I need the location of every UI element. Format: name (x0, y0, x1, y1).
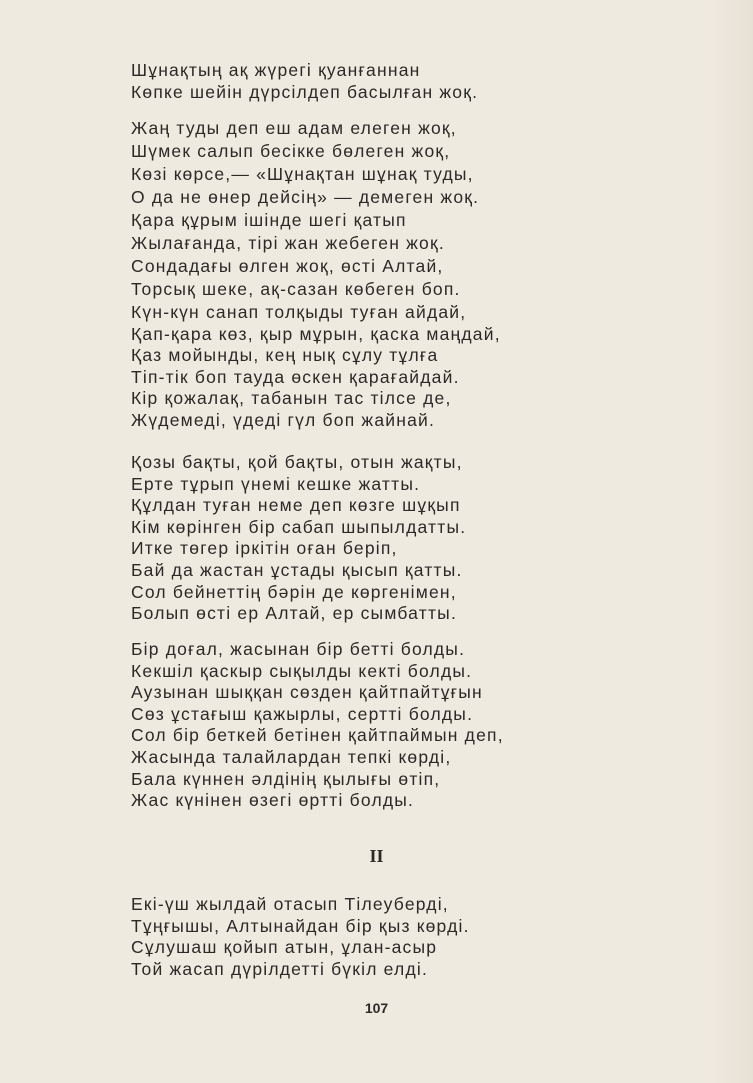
stanza-4 (131, 452, 466, 625)
verse-line: Күн-күн санап толқыды туған айдай, (131, 302, 467, 322)
verse-line: Жаң туды деп еш адам елеген жоқ, (131, 118, 457, 138)
verse-line: Аузынан шыққан сөзден қайтпайтұғын (131, 682, 483, 703)
page-edge-shadow (713, 0, 753, 1083)
verse-line: Кір қожалақ, табанын тас тілсе де, (131, 388, 452, 409)
verse-line: Сол бейнеттің бәрін де көргенімен, (131, 581, 457, 602)
verse-line: Бай да жастан ұстады қысып қатты. (131, 559, 463, 580)
stanza-3 (131, 302, 501, 432)
verse-line: Қап-қара көз, қыр мұрын, қаска маңдай, (131, 323, 501, 344)
verse-line: Болып өсті ер Алтай, ер сымбатты. (131, 603, 458, 624)
stanza-5 (131, 639, 504, 812)
verse-line: Сұлушаш қойып атын, ұлан-асыр (131, 937, 438, 958)
verse-line: Құлдан туған неме деп көзге шұқып (131, 495, 461, 516)
section-heading: II (369, 846, 384, 866)
stanza-2 (131, 117, 479, 301)
verse-line: Сондадағы өлген жоқ, өсті Алтай, (131, 256, 444, 276)
verse-line: Кекшіл қаскыр сықылды кекті болды. (131, 660, 473, 681)
verse-line: Жылағанда, тірі жан жебеген жоқ. (131, 233, 445, 253)
verse-line: Тұңғышы, Алтынайдан бір қыз көрді. (131, 915, 470, 936)
verse-line: О да не өнер дейсің» — демеген жоқ. (131, 187, 480, 207)
stanza-6 (131, 894, 470, 980)
verse-line: Қара құрым ішінде шегі қатып (131, 210, 407, 230)
verse-line: Итке төгер іркітін оған беріп, (131, 538, 398, 559)
verse-line: Сөз ұстағыш қажырлы, серттi болды. (131, 703, 474, 724)
verse-line: Той жасап дүрілдетті бүкіл елді. (131, 958, 429, 979)
verse-line: Көзі көрсе,— «Шұнақтан шұнақ туды, (131, 164, 474, 184)
verse-line: Жүдемеді, үдеді гүл боп жайнай. (131, 409, 436, 430)
verse-line: Қозы бақты, қой бақты, отын жақты, (131, 452, 463, 472)
verse-line: Шұнақтың ақ жүрегі қуанғаннан (131, 60, 421, 80)
verse-line: Кім көрінген бір сабап шыпылдатты. (131, 516, 467, 537)
stanza-1 (131, 59, 478, 103)
verse-line: Көпке шейін дүрсілдеп басылған жоқ. (131, 82, 479, 102)
verse-line: Екі-үш жылдай отасып Тілеуберді, (131, 894, 449, 914)
verse-line: Тіп-тік боп тауда өскен қарағайдай. (131, 366, 460, 387)
verse-line: Жасында талайлардан тепкі көрді, (131, 746, 452, 767)
verse-line: Бір доғал, жасынан бір бетті болды. (131, 639, 466, 659)
verse-line: Торсық шеке, ақ-сазан көбеген боп. (131, 279, 461, 299)
verse-line: Шүмек салып бесікке бөлеген жоқ, (131, 141, 451, 161)
verse-line: Бала күннен әлдінің қылығы өтіп, (131, 768, 441, 789)
page-number: 107 (364, 1000, 389, 1016)
verse-line: Жас күнінен өзегі өртті болды. (131, 790, 415, 811)
verse-line: Ерте тұрып үнемі кешке жатты. (131, 473, 421, 494)
verse-line: Қаз мойынды, кең нық сұлу тұлға (131, 345, 439, 366)
verse-line: Сол бір беткей бетінен қайтпаймын деп, (131, 725, 504, 746)
